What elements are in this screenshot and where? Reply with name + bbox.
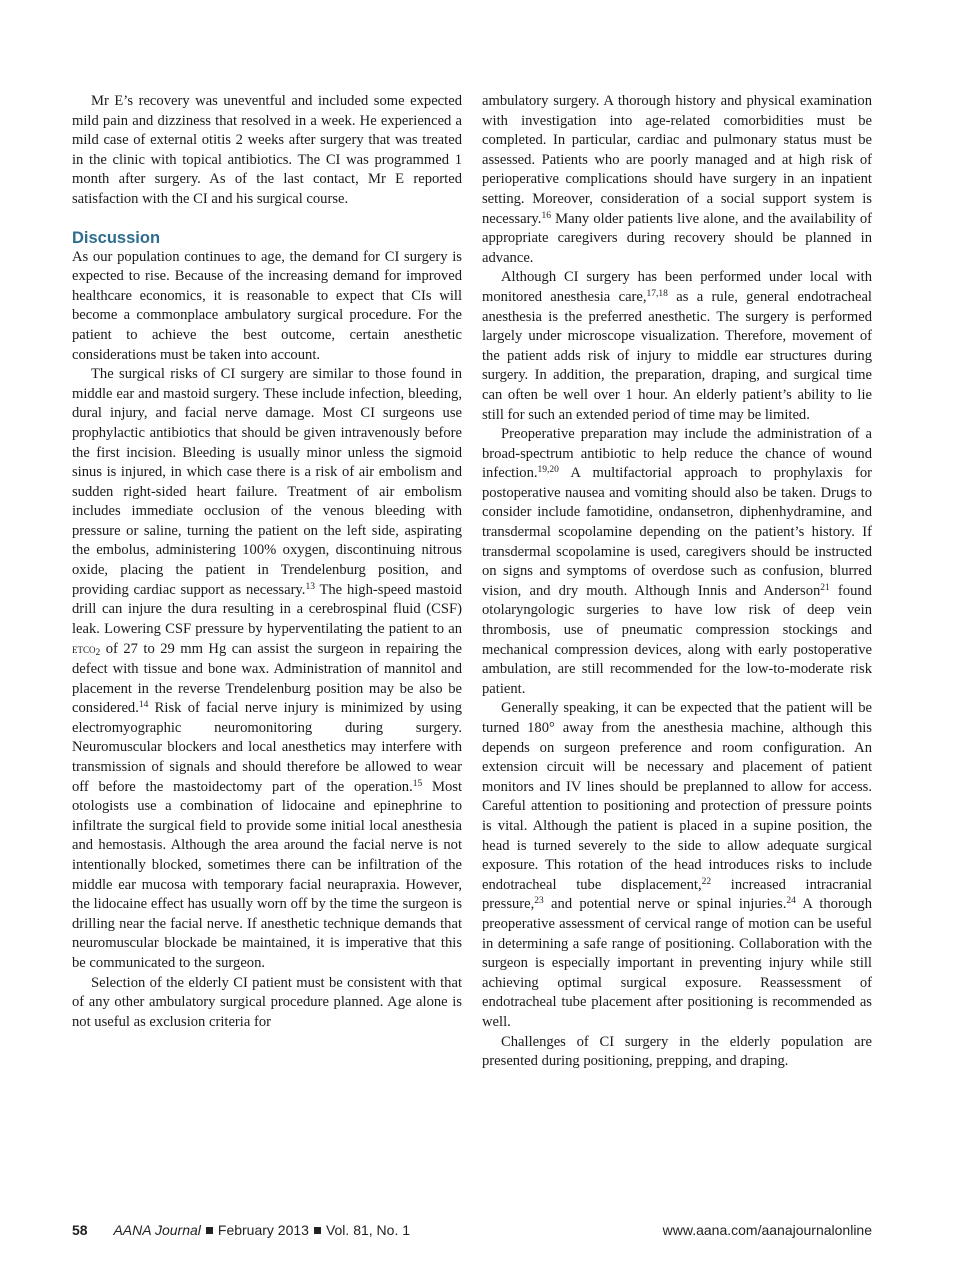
right-column <box>482 92 872 1072</box>
journal-citation <box>113 1222 410 1238</box>
paragraph <box>482 92 872 268</box>
text-run: Many older patients live alone, and the availability of appropriate caregivers during recovery should be planned in advance. <box>482 210 872 266</box>
text-run: ambulatory surgery. A thorough history and physical examination with investigation into age-related comorbidities must be completed. In particular, cardiac and pulmonary status must be assessed. Patients who are poorly managed and at high risk of perioperative complications should have surgery in an inpatient setting. Moreover, consideration of a social support system is necessary. <box>482 93 872 227</box>
citation: 24 <box>786 896 796 907</box>
text-run: Risk of facial nerve injury is minimized by using electromyographic neuromonitoring during surgery. Neuromuscular blockers and local anesthetics may interfere with transmission of signals and should therefore be allowed to wear off before the mastoidectomy part of the operation. <box>72 700 462 795</box>
page-number: 58 <box>72 1222 88 1238</box>
citation: 14 <box>138 700 149 711</box>
citation: 13 <box>305 581 315 592</box>
text-run: Preoperative preparation may include the administration of a broad-spectrum antibiotic to help reduce the chance of wound infection. <box>482 426 872 482</box>
paragraph: Selection of the elderly CI patient must be consistent with that of any other ambulatory surgical procedure planned. Age alone is not useful as exclusion criteria for <box>72 974 462 1030</box>
section-heading: Discussion <box>72 228 161 247</box>
page-footer <box>72 1222 872 1242</box>
text-run: as a rule, general endotracheal anesthesia is the preferred anesthetic. The surgery is performed largely under microscope visualization. Therefore, movement of the patient adds risk of injury to middle ear structures during surgery. In addition, the preparation, draping, and surgical time can often be well over 1 hour. An elderly patient’s ability to lie still for such an extended period of time may be limited. <box>482 288 872 423</box>
journal-name: AANA Journal <box>113 1222 201 1238</box>
issue-date: February 2013 <box>217 1222 309 1238</box>
paragraph: Challenges of CI surgery in the elderly population are presented during positioning, prepping, and draping. <box>482 1033 872 1070</box>
citation: 16 <box>541 210 551 221</box>
citation: 19,20 <box>537 465 559 476</box>
text-run: and potential nerve or spinal injuries. <box>543 896 787 913</box>
citation: 17,18 <box>646 288 668 299</box>
paragraph <box>482 699 872 1032</box>
bullet-square-icon <box>206 1227 213 1234</box>
text-run: found otolaryngologic surgeries to have low risk of deep vein thrombosis, use of pneumatic compression stockings and mechanical compression devices, along with early postoperative ambulation, are still recommended for the low-to-moderate risk patient. <box>482 582 872 697</box>
paragraph: As our population continues to age, the demand for CI surgery is expected to rise. Because of the increasing demand for improved healthcare economics, it is reasonable to expect that CIs will become a commonplace ambulatory surgical procedure. For the patient to achieve the best outcome, certain anesthetic considerations must be taken into account. <box>72 248 462 363</box>
bullet-square-icon <box>314 1227 321 1234</box>
text-run: Although CI surgery has been performed under local with monitored anesthesia care, <box>482 269 872 305</box>
text-run: The surgical risks of CI surgery are similar to those found in middle ear and mastoid surgery. These include infection, bleeding, dural injury, and facial nerve damage. Most CI surgeons use prophylactic antibiotics that should be given intravenously before the first incision. Bleeding is usually minor unless the sigmoid sinus is injured, in which case there is a risk of air embolism and sudden right-sided heart failure. Treatment of air embolism includes immediate occlusion of the venous bleeding with pressure or saline, turning the patient on the left side, aspirating the embolus, administering 100% oxygen, discontinuing nitrous oxide, placing the patient in Trendelenburg position, and providing cardiac support as necessary. <box>72 366 462 598</box>
text-run: increased intracranial pressure, <box>482 876 872 913</box>
left-column <box>72 92 462 1032</box>
text-run: A thorough preoperative assessment of cervical range of motion can be useful in determining a safe range of positioning. Collaboration with the surgeon is especially important in preventing injury while still achieving optimal surgical exposure. Reassessment of endotracheal tube placement after positioning is recommended as well. <box>482 896 873 1030</box>
citation: 15 <box>412 778 423 789</box>
volume-info: Vol. 81, No. 1 <box>325 1222 411 1238</box>
citation: 21 <box>820 582 830 593</box>
paragraph <box>482 425 872 699</box>
text-run: A multifactorial approach to prophylaxis for postoperative nausea and vomiting should also be taken. Drugs to consider include famotidine, ondansetron, diphenhydramine, and transdermal scopolamine depending on the patient’s history. If transdermal scopolamine is used, caregivers should be instructed on signs and symptoms of overdose such as confusion, blurred vision, and dry mouth. Although Innis and Anderson <box>482 465 872 599</box>
paragraph <box>72 365 462 973</box>
paragraph <box>482 268 872 425</box>
citation: 22 <box>701 876 712 887</box>
etco2-term: etco <box>72 641 96 657</box>
text-run: Most otologists use a combination of lidocaine and epinephrine to infiltrate the surgical field to provide some initial local anesthesia and hemostasis. Although the area around the facial nerve is not intentionally blocked, sometimes there can be infiltration of the middle ear mucosa with temporary facial neurapraxia. However, the lidocaine effect has usually worn off by the time the surgeon is drilling near the facial nerve. If anesthetic technique demands that neuromuscular blockade be maintained, it is imperative that this be communicated to the surgeon. <box>72 778 462 971</box>
paragraph: Mr E’s recovery was uneventful and included some expected mild pain and dizziness that resolved in a week. He experienced a mild case of external otitis 2 weeks after surgery that was treated in the clinic with topical antibiotics. The CI was programmed 1 month after surgery. As of the last contact, Mr E reported satisfaction with the CI and his surgical course. <box>72 93 462 207</box>
text-run: The high-speed mastoid drill can injure the dura resulting in a cerebrospinal fluid (CSF) leak. Lowering CSF pressure by hyperventilating the patient to an <box>72 581 463 637</box>
subscript: 2 <box>95 648 101 659</box>
text-run: of 27 to 29 mm Hg can assist the surgeon in repairing the defect with tissue and bone wax. Administration of mannitol and placement in the reverse Trendelenburg position may be also be considered. <box>72 641 462 717</box>
journal-url[interactable]: www.aana.com/aanajournalonline <box>662 1222 872 1238</box>
citation: 23 <box>534 896 544 907</box>
text-run: Generally speaking, it can be expected that the patient will be turned 180° away from the anesthesia machine, although this depends on surgeon preference and room configuration. An extension circuit will be necessary and placement of patient monitors and IV lines should be preplanned to allow for access. Careful attention to positioning and protection of pressure points is vital. Although the patient is placed in a supine position, the head is turned severely to the side to allow adequate surgical exposure. This rotation of the head introduces risks to include endotracheal tube displacement, <box>482 700 872 893</box>
